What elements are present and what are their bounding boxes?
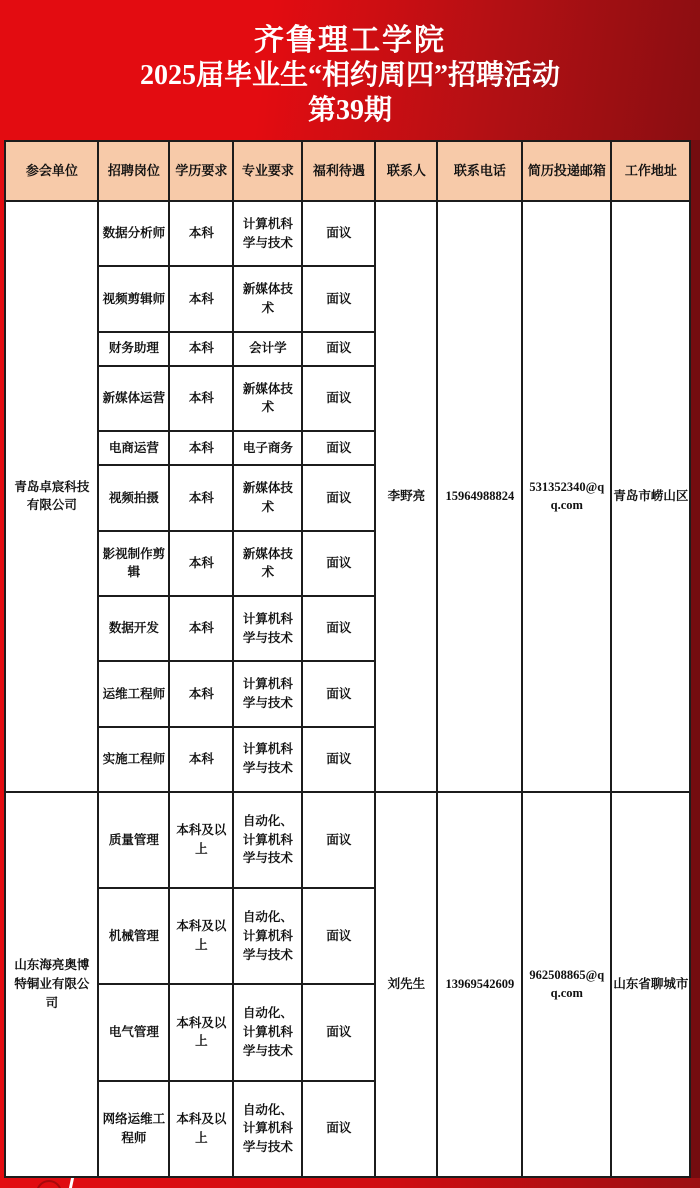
cell-degree-requirement: 本科 — [169, 531, 233, 596]
cell-degree-requirement: 本科 — [169, 266, 233, 331]
cell-major-requirement: 计算机科学与技术 — [233, 596, 302, 661]
cell-major-requirement: 会计学 — [233, 332, 302, 366]
column-header-4: 福利待遇 — [302, 141, 375, 201]
cell-major-requirement: 新媒体技术 — [233, 266, 302, 331]
cell-benefits: 面议 — [302, 984, 375, 1080]
cell-benefits: 面议 — [302, 431, 375, 465]
cell-major-requirement: 新媒体技术 — [233, 531, 302, 596]
cell-major-requirement: 新媒体技术 — [233, 366, 302, 431]
cell-benefits: 面议 — [302, 661, 375, 726]
column-header-1: 招聘岗位 — [98, 141, 169, 201]
cell-benefits: 面议 — [302, 1081, 375, 1177]
cell-degree-requirement: 本科及以上 — [169, 984, 233, 1080]
cell-benefits: 面议 — [302, 888, 375, 984]
column-header-6: 联系电话 — [437, 141, 522, 201]
cell-position-title: 影视制作剪辑 — [98, 531, 169, 596]
cell-degree-requirement: 本科 — [169, 661, 233, 726]
resume-email-text: 531352340@qq.com — [529, 479, 605, 513]
cell-benefits: 面议 — [302, 266, 375, 331]
partial-logo-highlight — [69, 1178, 74, 1188]
page-title: 齐鲁理工学院 — [254, 24, 446, 57]
table-header-row — [5, 141, 690, 201]
cell-position-title: 电商运营 — [98, 431, 169, 465]
cell-benefits: 面议 — [302, 332, 375, 366]
cell-degree-requirement: 本科及以上 — [169, 1081, 233, 1177]
cell-work-address: 青岛市崂山区 — [611, 201, 690, 792]
cell-work-address: 山东省聊城市 — [611, 792, 690, 1177]
table-row — [5, 201, 690, 266]
cell-degree-requirement: 本科 — [169, 465, 233, 530]
cell-major-requirement: 电子商务 — [233, 431, 302, 465]
issue-number: 第39期 — [307, 95, 392, 126]
cell-benefits: 面议 — [302, 366, 375, 431]
footer-strip — [0, 1178, 700, 1188]
cell-company-name: 山东海亮奥博特铜业有限公司 — [5, 792, 98, 1177]
cell-benefits: 面议 — [302, 201, 375, 266]
cell-position-title: 运维工程师 — [98, 661, 169, 726]
cell-benefits: 面议 — [302, 727, 375, 792]
cell-major-requirement: 自动化、计算机科学与技术 — [233, 792, 302, 888]
cell-contact-person: 李野亮 — [375, 201, 437, 792]
cell-major-requirement: 计算机科学与技术 — [233, 661, 302, 726]
cell-major-requirement: 计算机科学与技术 — [233, 201, 302, 266]
cell-benefits: 面议 — [302, 792, 375, 888]
cell-degree-requirement: 本科 — [169, 431, 233, 465]
resume-email-text: 962508865@qq.com — [529, 967, 605, 1001]
cell-contact-phone: 13969542609 — [437, 792, 522, 1177]
cell-benefits: 面议 — [302, 465, 375, 530]
cell-benefits: 面议 — [302, 531, 375, 596]
cell-position-title: 视频剪辑师 — [98, 266, 169, 331]
cell-degree-requirement: 本科 — [169, 596, 233, 661]
cell-position-title: 视频拍摄 — [98, 465, 169, 530]
cell-company-name: 青岛卓宸科技有限公司 — [5, 201, 98, 792]
cell-degree-requirement: 本科及以上 — [169, 888, 233, 984]
cell-degree-requirement: 本科 — [169, 727, 233, 792]
right-border-decoration — [691, 140, 700, 1178]
cell-position-title: 实施工程师 — [98, 727, 169, 792]
table-region — [0, 140, 700, 1178]
cell-degree-requirement: 本科及以上 — [169, 792, 233, 888]
cell-benefits: 面议 — [302, 596, 375, 661]
cell-degree-requirement: 本科 — [169, 332, 233, 366]
cell-contact-person: 刘先生 — [375, 792, 437, 1177]
cell-position-title: 数据分析师 — [98, 201, 169, 266]
cell-major-requirement: 计算机科学与技术 — [233, 727, 302, 792]
cell-resume-email — [522, 792, 611, 1177]
column-header-5: 联系人 — [375, 141, 437, 201]
masthead — [0, 0, 700, 140]
cell-contact-phone: 15964988824 — [437, 201, 522, 792]
partial-logo-decoration — [36, 1180, 62, 1188]
cell-position-title: 新媒体运营 — [98, 366, 169, 431]
cell-major-requirement: 自动化、计算机科学与技术 — [233, 888, 302, 984]
cell-major-requirement: 新媒体技术 — [233, 465, 302, 530]
cell-major-requirement: 自动化、计算机科学与技术 — [233, 1081, 302, 1177]
cell-degree-requirement: 本科 — [169, 201, 233, 266]
column-header-2: 学历要求 — [169, 141, 233, 201]
cell-position-title: 数据开发 — [98, 596, 169, 661]
table-row — [5, 792, 690, 888]
cell-position-title: 财务助理 — [98, 332, 169, 366]
cell-position-title: 电气管理 — [98, 984, 169, 1080]
cell-degree-requirement: 本科 — [169, 366, 233, 431]
cell-major-requirement: 自动化、计算机科学与技术 — [233, 984, 302, 1080]
recruitment-table — [4, 140, 691, 1178]
cell-resume-email — [522, 201, 611, 792]
cell-position-title: 机械管理 — [98, 888, 169, 984]
column-header-7: 简历投递邮箱 — [522, 141, 611, 201]
cell-position-title: 网络运维工程师 — [98, 1081, 169, 1177]
column-header-3: 专业要求 — [233, 141, 302, 201]
cell-position-title: 质量管理 — [98, 792, 169, 888]
column-header-0: 参会单位 — [5, 141, 98, 201]
page-subtitle: 2025届毕业生“相约周四”招聘活动 — [139, 60, 560, 91]
column-header-8: 工作地址 — [611, 141, 690, 201]
